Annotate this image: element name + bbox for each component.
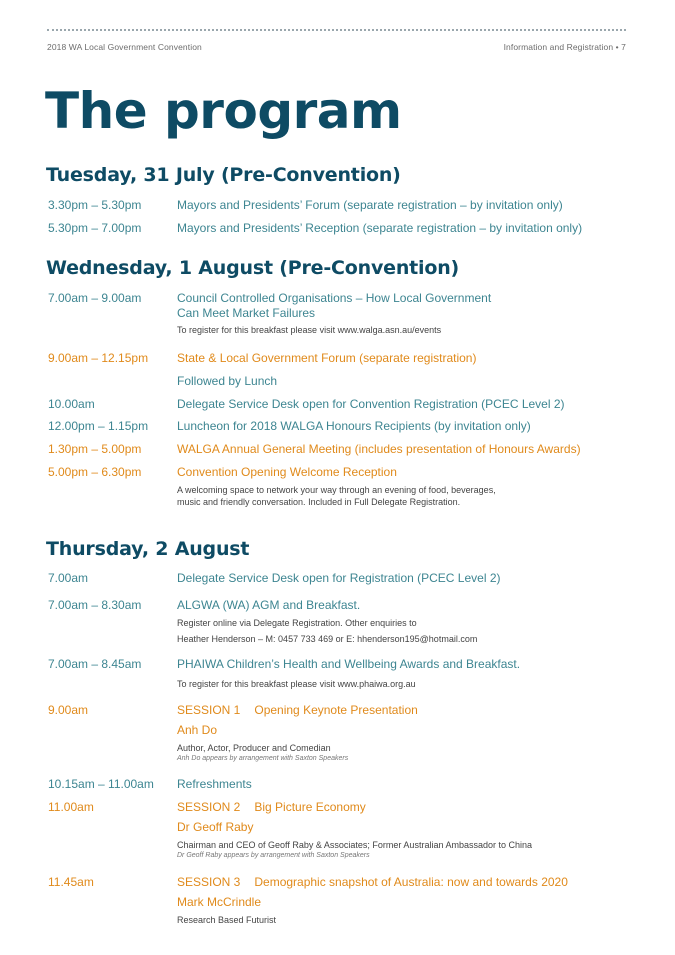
row-time: 7.00am – 8.45am [48,657,142,671]
row-text: Mayors and Presidents’ Reception (separate registration – by invitation only) [177,221,583,235]
row-note: To register for this breakfast please visit www.walga.asn.au/events [177,325,442,335]
day-heading-tuesday: Tuesday, 31 July (Pre-Convention) [46,164,401,186]
session-label: SESSION 1 [177,703,241,717]
header-right: Information and Registration • 7 [503,42,626,52]
row-subtext: Followed by Lunch [177,374,278,388]
session-topic: Demographic snapshot of Australia: now and towards 2020 [254,875,568,889]
row-time: 7.00am [48,571,89,585]
row-text: Convention Opening Welcome Reception [177,465,397,479]
day-heading-wednesday: Wednesday, 1 August (Pre-Convention) [46,257,459,279]
session-label: SESSION 3 [177,875,241,889]
row-text: PHAIWA Children’s Health and Wellbeing Awards and Breakfast. [177,657,521,671]
row-desc [177,875,647,926]
speaker-role: Author, Actor, Producer and Comedian [177,743,331,753]
row-text: Mayors and Presidents’ Forum (separate registration – by invitation only) [177,198,563,212]
row-text: Delegate Service Desk open for Convention Registration (PCEC Level 2) [177,397,565,411]
row-text: Council Controlled Organisations – How Local Government [177,291,492,305]
row-note: music and friendly conversation. Included in Full Delegate Registration. [177,497,461,507]
page-title: The program [45,82,402,140]
row-desc [177,703,647,763]
row-time: 5.00pm – 6.30pm [48,465,142,479]
row-desc [177,657,647,690]
speaker-role: Research Based Futurist [177,915,277,925]
row-time: 10.00am [48,397,95,411]
speaker-name: Dr Geoff Raby [177,820,254,834]
row-desc [177,291,647,336]
row-text: ALGWA (WA) AGM and Breakfast. [177,598,361,612]
row-text: Luncheon for 2018 WALGA Honours Recipients (by invitation only) [177,419,531,433]
session-line [177,800,647,815]
row-note: Register online via Delegate Registration. Other enquiries to [177,618,417,628]
header-left: 2018 WA Local Government Convention [47,42,202,52]
row-text: WALGA Annual General Meeting (includes presentation of Honours Awards) [177,442,581,456]
row-desc [177,800,647,860]
row-text: Can Meet Market Failures [177,306,316,320]
speaker-name: Mark McCrindle [177,895,262,909]
speaker-credit: Anh Do appears by arrangement with Saxton Speakers [177,755,349,762]
row-desc [177,351,647,389]
row-time: 9.00am [48,703,89,717]
dotted-divider [47,29,626,31]
row-text: State & Local Government Forum (separate registration) [177,351,477,365]
day-heading-thursday: Thursday, 2 August [46,538,250,560]
session-topic: Opening Keynote Presentation [254,703,418,717]
row-time: 9.00am – 12.15pm [48,351,149,365]
session-line [177,703,647,718]
row-text: Refreshments [177,777,252,791]
session-topic: Big Picture Economy [254,800,366,814]
row-desc [177,465,647,508]
session-line [177,875,647,890]
row-note: Heather Henderson – M: 0457 733 469 or E: hhenderson195@hotmail.com [177,634,478,644]
row-note: To register for this breakfast please visit www.phaiwa.org.au [177,679,416,689]
speaker-role: Chairman and CEO of Geoff Raby & Associates; Former Australian Ambassador to China [177,840,533,850]
row-text: Delegate Service Desk open for Registration (PCEC Level 2) [177,571,501,585]
speaker-credit: Dr Geoff Raby appears by arrangement with Saxton Speakers [177,852,370,859]
row-time: 3.30pm – 5.30pm [48,198,142,212]
row-desc [177,598,647,645]
row-time: 5.30pm – 7.00pm [48,221,142,235]
row-note: A welcoming space to network your way through an evening of food, beverages, [177,485,496,495]
row-time: 11.00am [48,800,94,814]
session-label: SESSION 2 [177,800,241,814]
row-time: 11.45am [48,875,94,889]
row-time: 1.30pm – 5.00pm [48,442,142,456]
row-time: 10.15am – 11.00am [48,777,154,791]
speaker-name: Anh Do [177,723,218,737]
row-time: 12.00pm – 1.15pm [48,419,149,433]
row-time: 7.00am – 8.30am [48,598,142,612]
row-time: 7.00am – 9.00am [48,291,142,305]
